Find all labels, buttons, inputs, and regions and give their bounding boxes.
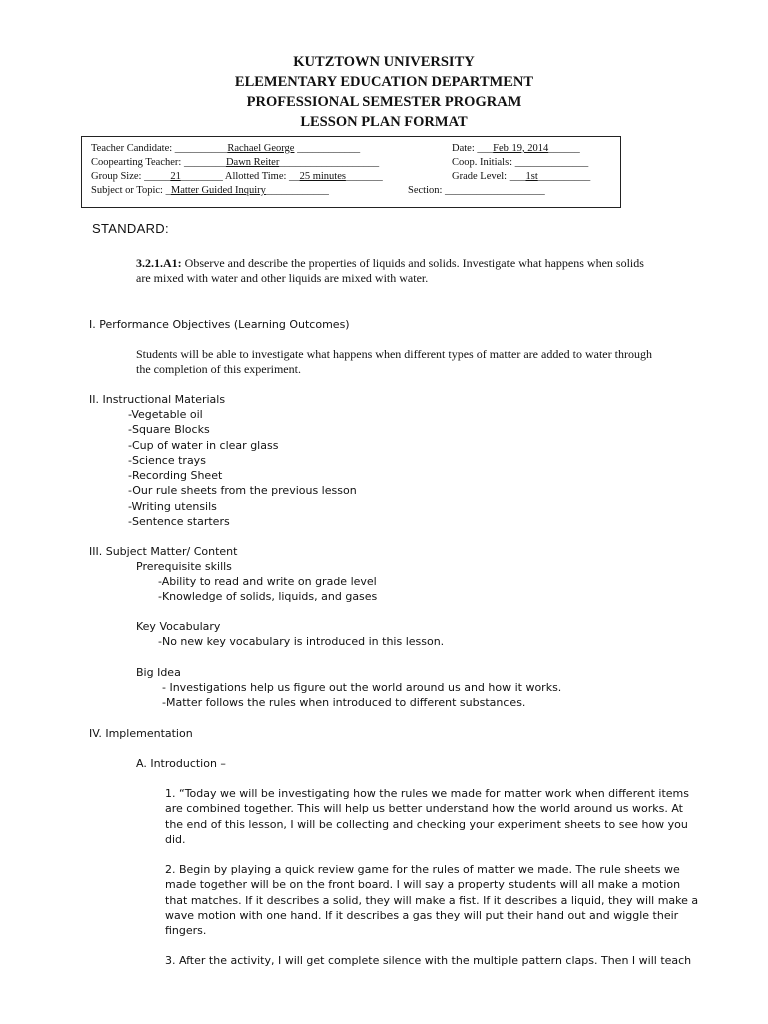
vocab-item: -No new key vocabulary is introduced in this lesson. xyxy=(158,635,445,648)
list-item: -Science trays xyxy=(128,453,206,467)
list-item: -Sentence starters xyxy=(128,515,230,529)
paragraph-line: 3. After the activity, I will get complete silence with the multiple pattern claps. Then I will teach xyxy=(165,954,692,967)
teacher-candidate-value: Rachael George xyxy=(227,143,295,154)
cooperating-teacher-value: Dawn Reiter xyxy=(225,157,280,168)
list-item: -Cup of water in clear glass xyxy=(128,438,279,452)
bigidea-heading: Big Idea xyxy=(136,666,181,679)
list-item: - Investigations help us figure out the world around us and how it works. xyxy=(162,681,562,694)
paragraph-line: 1. “Today we will be investigating how the rules we made for matter work when different items xyxy=(165,787,689,800)
subject-value: Matter Guided Inquiry xyxy=(170,185,266,196)
bigidea-list xyxy=(162,680,561,711)
list-item: -Our rule sheets from the previous lesson xyxy=(128,484,357,498)
paragraph-line: 2. Begin by playing a quick review game for the rules of matter we made. The rule sheets we xyxy=(165,863,680,876)
list-item: -Recording Sheet xyxy=(128,469,223,483)
list-item: -Writing utensils xyxy=(128,499,217,513)
standard-heading: STANDARD: xyxy=(92,221,169,236)
date-value: Feb 19, 2014 xyxy=(493,143,549,154)
cooperating-teacher-row: Coopearting Teacher: ________Dawn Reiter___________________ xyxy=(91,157,380,168)
subject-row: Subject or Topic: _Matter Guided Inquiry____________ xyxy=(91,185,329,196)
paragraph-line: that matches. If it describes a solid, they will make a fist. If it describes a liquid, they will make a xyxy=(165,893,699,907)
list-item: -Knowledge of solids, liquids, and gases xyxy=(158,590,378,604)
objectives-heading: I. Performance Objectives (Learning Outcomes) xyxy=(89,318,350,331)
paragraph-line: did. xyxy=(165,832,186,846)
vocab-heading: Key Vocabulary xyxy=(136,620,221,633)
list-item: -Ability to read and write on grade level xyxy=(158,575,377,588)
group-size-value: 21 xyxy=(170,171,181,182)
section-row: Section: ___________________ xyxy=(408,185,545,196)
university-name: KUTZTOWN UNIVERSITY xyxy=(293,54,475,70)
paragraph-line: fingers. xyxy=(165,924,207,938)
prereq-list xyxy=(158,574,377,605)
introduction-heading: A. Introduction – xyxy=(136,757,226,770)
paragraph-line: the end of this lesson, I will be collecting and checking your experiment sheets to see how you xyxy=(165,817,688,831)
list-item: -Matter follows the rules when introduced to different substances. xyxy=(162,696,526,710)
content-heading: III. Subject Matter/ Content xyxy=(89,545,238,558)
materials-heading: II. Instructional Materials xyxy=(89,393,226,406)
lesson-info-box xyxy=(81,136,621,208)
teacher-candidate-row: Teacher Candidate: __________Rachael George ____________ xyxy=(91,143,361,154)
objectives-line1: Students will be able to investigate what happens when different types of matter are added to water through xyxy=(136,347,652,361)
intro-paragraph-1 xyxy=(165,786,689,847)
materials-list xyxy=(128,407,357,529)
group-size-row: Group Size: _____21________ Allotted Time: __25 minutes_______ xyxy=(91,171,383,182)
form-title: LESSON PLAN FORMAT xyxy=(300,114,468,130)
program-name: PROFESSIONAL SEMESTER PROGRAM xyxy=(246,94,522,110)
department-name: ELEMENTARY EDUCATION DEPARTMENT xyxy=(234,74,534,90)
prereq-heading: Prerequisite skills xyxy=(136,560,232,573)
list-item: -Vegetable oil xyxy=(128,408,203,421)
grade-level-row: Grade Level: ___1st__________ xyxy=(452,171,591,182)
paragraph-line: wave motion with one hand. If it describes a gas they will put their hand out and wiggle their xyxy=(165,908,679,922)
paragraph-line: made together will be on the front board. I will say a property students will all make a motion xyxy=(165,878,681,892)
objectives-line2: the completion of this experiment. xyxy=(136,362,301,376)
implementation-heading: IV. Implementation xyxy=(89,727,193,740)
intro-paragraph-3 xyxy=(165,953,691,968)
intro-paragraph-2 xyxy=(165,862,698,938)
list-item: -Square Blocks xyxy=(128,423,210,437)
standard-text-line2: are mixed with water and other liquids are mixed with water. xyxy=(136,271,429,285)
paragraph-line: are combined together. This will help us better understand how the world around us works. At xyxy=(165,802,683,816)
standard-text-line1: 3.2.1.A1: Observe and describe the properties of liquids and solids. Investigate what happens when solids xyxy=(136,256,644,270)
allotted-time-value: 25 minutes xyxy=(299,171,346,182)
grade-level-value: 1st xyxy=(525,171,538,182)
coop-initials-row: Coop. Initials: ______________ xyxy=(452,157,589,168)
document-header xyxy=(0,52,768,132)
standard-code: 3.2.1.A1: xyxy=(136,256,182,270)
date-row: Date: ___Feb 19, 2014______ xyxy=(452,143,580,154)
